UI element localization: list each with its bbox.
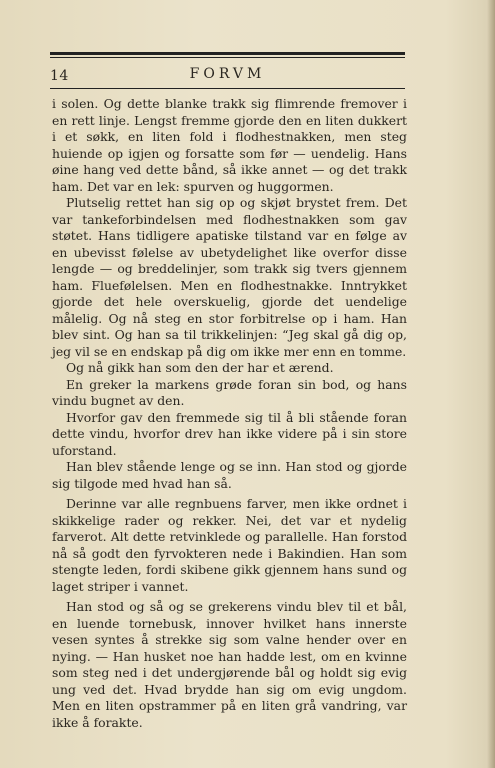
paragraph: En greker la markens grøde foran sin bod, og hans vindu bugnet av den.: [52, 376, 407, 408]
header-rule-bottom: [50, 88, 405, 89]
page-number: 14: [50, 68, 69, 84]
header-rule-thick: [50, 52, 405, 55]
running-title: FORVM: [189, 66, 266, 82]
paragraph: Plutselig rettet han sig op og skjøt brystet frem. Det var tankeforbindelsen med flodhestnakken som gav støtet. Hans tidligere apatiske tilstand var en følge av en ubevisst følelse av ubetydelighet like overfor disse lengde — og breddelinjer, som trakk sig tvers gjennem ham. Fluefølelsen. Men en flodhestnakke. Inntrykket gjorde det hele overskuelig, gjorde det uendelige målelig. Og nå steg en stor forbitrelse op i ham. Han blev sint. Og han sa til trikkelinjen: “Jeg skal gå dig op, jeg vil se en endskap på dig om ikke mer enn en tomme.: [52, 195, 407, 359]
header-rule-thin: [50, 57, 405, 58]
paragraph: Han blev stående lenge og se inn. Han stod og gjorde sig tilgode med hvad han så.: [52, 459, 407, 491]
paragraph: Hvorfor gav den fremmede sig til å bli stående foran dette vindu, hvorfor drev han ikke videre på i sin store uforstand.: [52, 409, 407, 458]
paragraph: Han stod og så og se grekerens vindu blev til et bål, en luende tornebusk, innover hvilket hans innerste vesen syntes å strekke sig som valne hender over en nying. — Han husket noe han hadde lest, om en kvinne som steg ned i det undergjørende bål og holdt sig evig ung ved det. Hvad brydde han sig om evig ungdom. Men en liten opstrammer på en liten grå vandring, var ikke å forakte.: [52, 599, 407, 730]
body-text: [52, 96, 407, 731]
paragraph: i solen. Og dette blanke trakk sig flimrende fremover i en rett linje. Lengst fremme gjorde den en liten dukkert i et søkk, en liten fold i flodhestnakken, men steg huiende op igjen og forsatte som før — uendelig. Hans øine hang ved dette bånd, så ikke annet — og det trakk ham. Det var en lek: spurven og huggormen.: [52, 96, 407, 194]
page-edge-shadow: [487, 0, 495, 768]
paragraph: Derinne var alle regnbuens farver, men ikke ordnet i skikkelige rader og rekker. Nei, det var et nydelig farverot. Alt dette retvinklede og parallelle. Han forstod nå så godt den fyrvokteren nede i Bakindien. Han som stengte leden, fordi skibene gikk gjennem hans sund og laget striper i vannet.: [52, 496, 407, 594]
page-header: [50, 64, 405, 86]
paragraph: Og nå gikk han som den der har et ærend.: [66, 360, 334, 375]
